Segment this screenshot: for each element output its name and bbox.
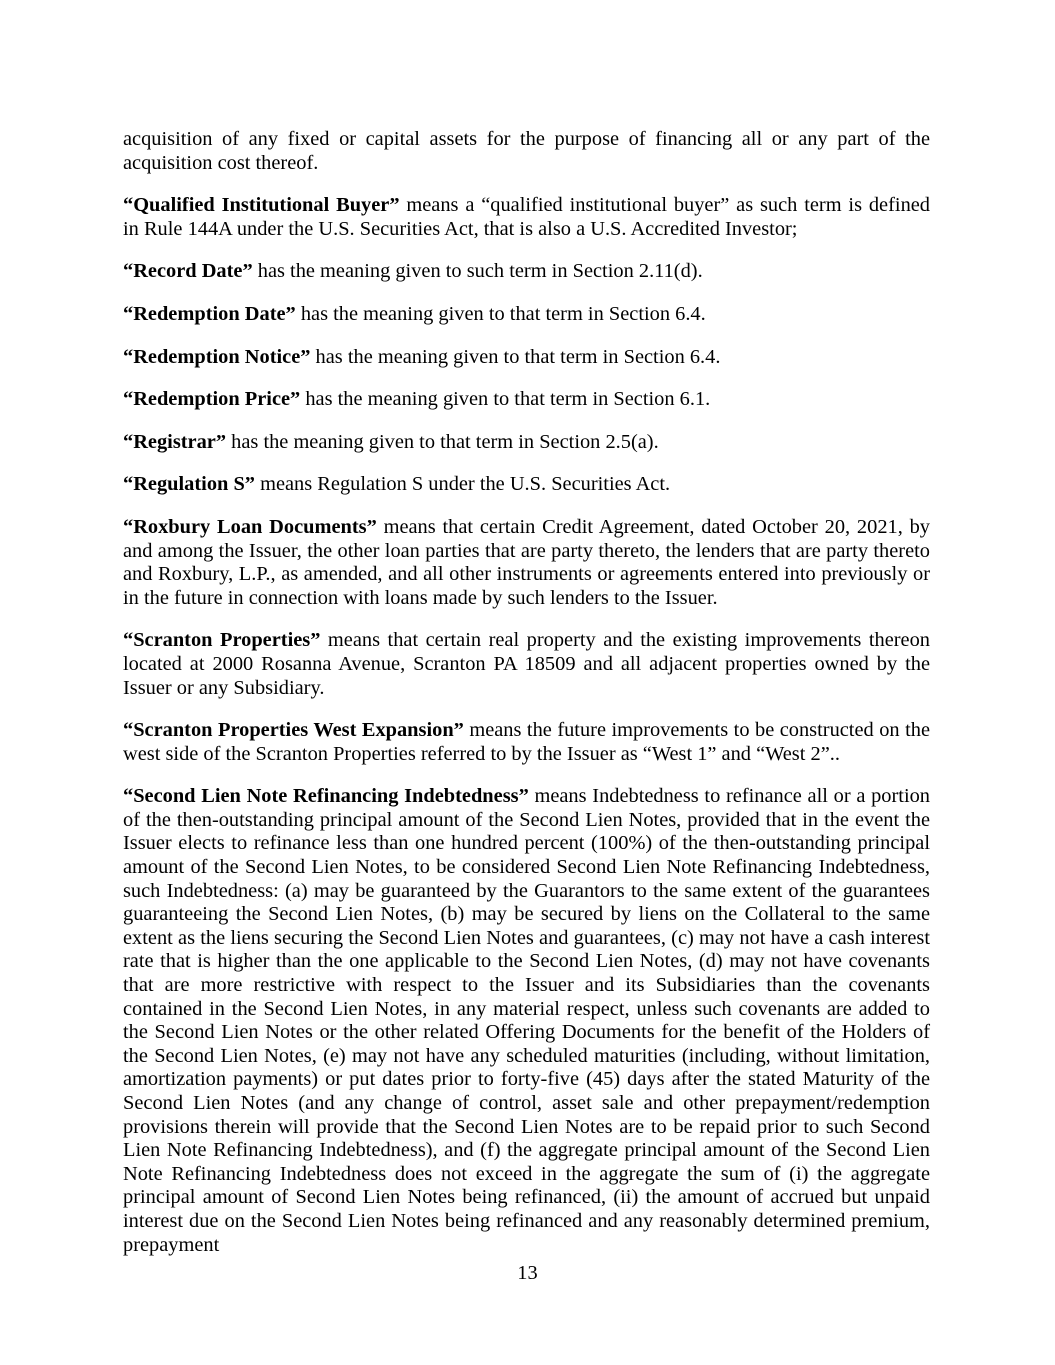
definition-redemption-date bbox=[123, 303, 930, 327]
definition-roxbury-loan-documents bbox=[123, 516, 930, 610]
defined-term: “Redemption Date” bbox=[123, 302, 296, 325]
page-number: 13 bbox=[517, 1262, 538, 1284]
definition-text: means the future improvements to be constructed on the west side of the Scranton Properties referred to by the Issuer as “West 1” and “West 2”.. bbox=[123, 719, 930, 765]
document-body bbox=[123, 128, 930, 1257]
defined-term: “Regulation S” bbox=[123, 473, 255, 496]
definition-text: has the meaning given to that term in Section 6.1. bbox=[300, 388, 711, 411]
paragraph-acquisition-continuation bbox=[123, 128, 930, 175]
defined-term: “Scranton Properties West Expansion” bbox=[123, 719, 464, 742]
defined-term: “Qualified Institutional Buyer” bbox=[123, 194, 400, 217]
definition-text: means Indebtedness to refinance all or a portion of the then-outstanding principal amount of the Second Lien Notes, provided that in the event the Issuer elects to refinance less than one hundred percent (100%) of the then-outstanding principal amount of the Second Lien Notes, to be considered Second Lien Note Refinancing Indebtedness, such Indebtedness: (a) may be guaranteed by the Guarantors to the same extent of the guarantees guaranteeing the Second Lien Notes, (b) may be secured by liens on the Collateral to the same extent as the liens securing the Second Lien Notes and guarantees, (c) may not have a cash interest rate that is higher than the one applicable to the Second Lien Notes, (d) may not have covenants that are more restrictive with respect to the Issuer and its Subsidiaries than the covenants contained in the Second Lien Notes, in any material respect, unless such covenants are added to the Second Lien Notes or the other related Offering Documents for the benefit of the Holders of the Second Lien Notes, (e) may not have any scheduled maturities (including, without limitation, amortization payments) or put dates prior to forty-five (45) days after the stated Maturity of the Second Lien Notes (and any change of control, asset sale and other prepayment/redemption provisions therein will provide that the Second Lien Notes are to be repaid prior to such Second Lien Note Refinancing Indebtedness), and (f) the aggregate principal amount of the Second Lien Note Refinancing Indebtedness does not exceed in the aggregate the sum of (i) the aggregate principal amount of Second Lien Notes being refinanced, (ii) the amount of accrued but unpaid interest due on the Second Lien Notes being refinanced and any reasonably determined premium, prepayment bbox=[123, 785, 930, 1256]
definition-qualified-institutional-buyer bbox=[123, 194, 930, 241]
definition-registrar bbox=[123, 431, 930, 455]
definition-text: has the meaning given to that term in Section 6.4. bbox=[295, 302, 706, 325]
definition-text: means Regulation S under the U.S. Securities Act. bbox=[255, 473, 671, 496]
definition-scranton-properties-west-expansion bbox=[123, 719, 930, 766]
definition-text: has the meaning given to that term in Section 2.5(a). bbox=[226, 430, 659, 453]
definition-text: has the meaning given to such term in Section 2.11(d). bbox=[252, 260, 703, 283]
defined-term: “Redemption Price” bbox=[123, 388, 301, 411]
definition-scranton-properties bbox=[123, 629, 930, 700]
definition-text: means that certain Credit Agreement, dated October 20, 2021, by and among the Issuer, the other loan parties that are party thereto, the lenders that are party thereto and Roxbury, L.P., as amended, and all other instruments or agreements entered into previously or in the future in connection with loans made by such lenders to the Issuer. bbox=[123, 515, 930, 609]
definition-regulation-s bbox=[123, 473, 930, 497]
defined-term: “Record Date” bbox=[123, 260, 253, 283]
defined-term: “Roxbury Loan Documents” bbox=[123, 515, 377, 538]
definition-redemption-price bbox=[123, 388, 930, 412]
definition-record-date bbox=[123, 260, 930, 284]
defined-term: “Registrar” bbox=[123, 430, 227, 453]
definition-text: means a “qualified institutional buyer” as such term is defined in Rule 144A under the U.S. Securities Act, that is also a U.S. Accredited Investor; bbox=[123, 194, 931, 240]
definition-text: has the meaning given to that term in Section 6.4. bbox=[310, 345, 721, 368]
defined-term: “Second Lien Note Refinancing Indebtedness” bbox=[123, 785, 529, 808]
definition-redemption-notice bbox=[123, 346, 930, 370]
defined-term: “Scranton Properties” bbox=[123, 629, 321, 652]
definition-text: means that certain real property and the existing improvements thereon located at 2000 Rosanna Avenue, Scranton PA 18509 and all adjacent properties owned by the Issuer or any Subsidiary. bbox=[123, 629, 930, 699]
defined-term: “Redemption Notice” bbox=[123, 345, 311, 368]
definition-second-lien-note-refinancing-indebtedness bbox=[123, 785, 930, 1257]
definition-text: acquisition of any fixed or capital assets for the purpose of financing all or any part of the acquisition cost thereof. bbox=[123, 128, 930, 174]
